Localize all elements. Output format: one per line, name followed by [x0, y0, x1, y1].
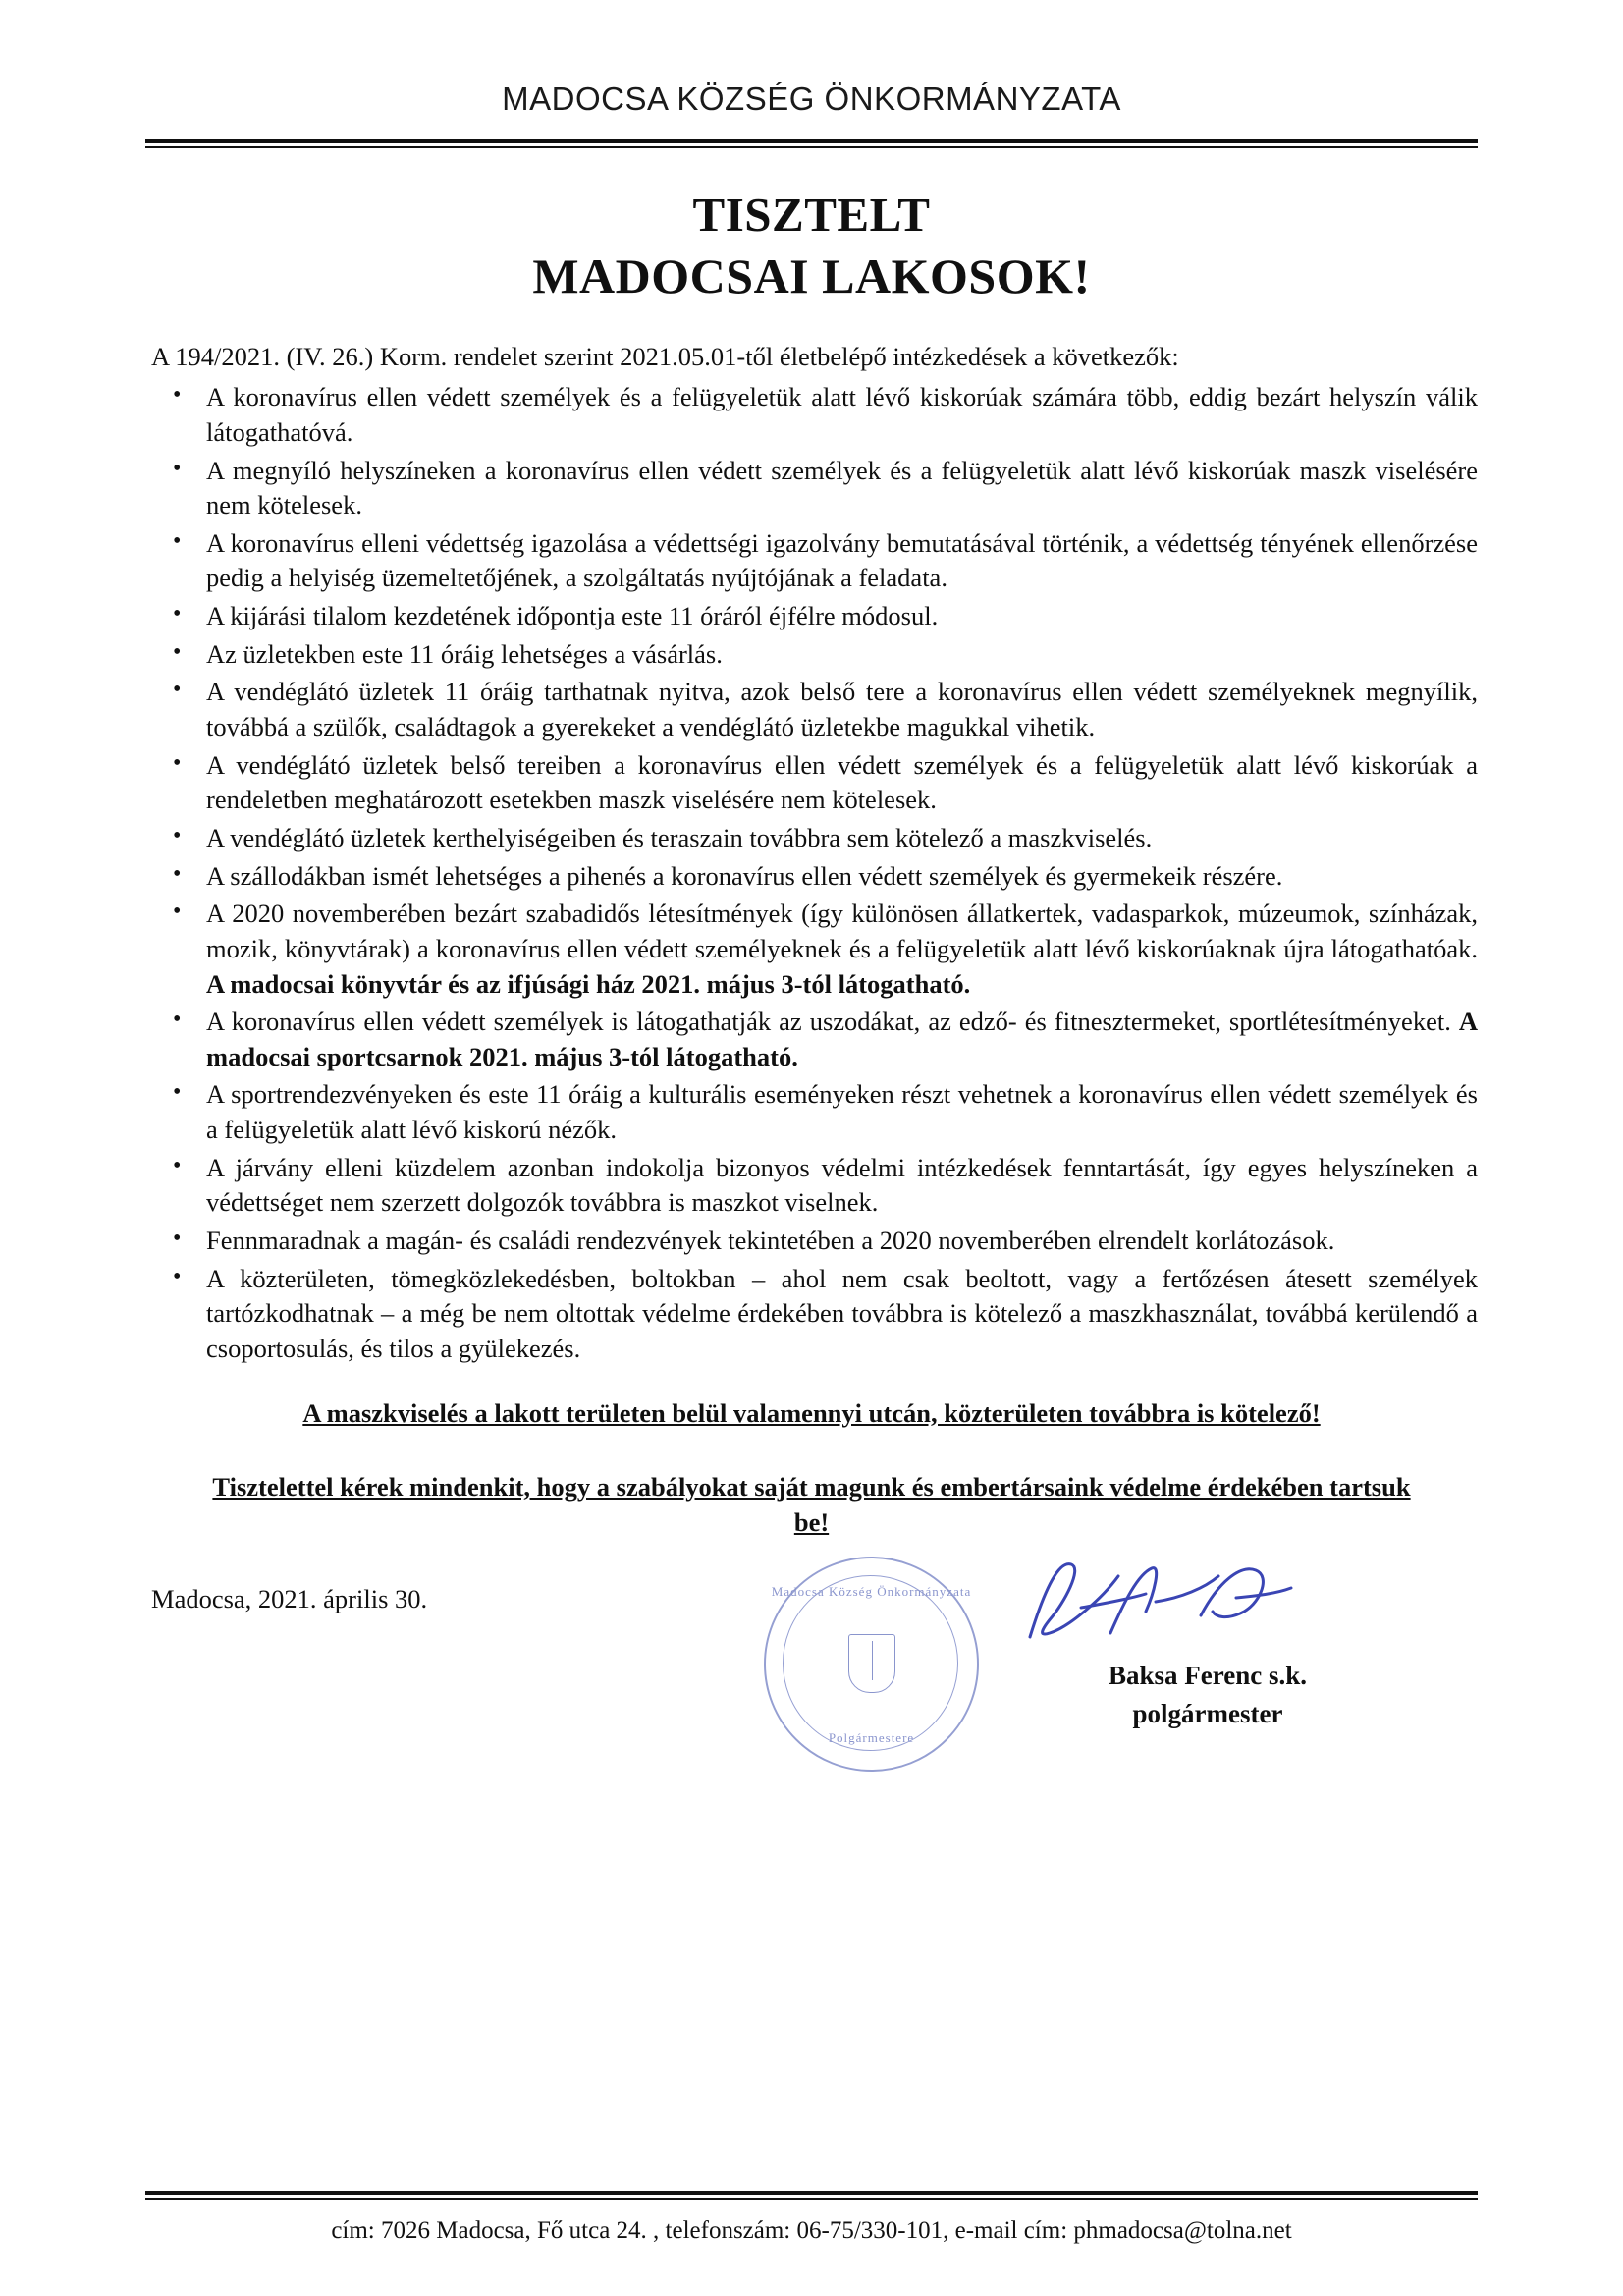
list-item-text: A koronavírus elleni védettség igazolása a védettségi igazolvány bemutatásával történik, a védettség tényének ellenőrzése pedig a helyiség üzemeltetőjének, a szolgáltatás nyújtójának a feladata. [206, 527, 1478, 593]
list-item-text: A koronavírus ellen védett személyek is látogathatják az uszodákat, az edző- és fitnesztermeket, sportlétesítményeket. [206, 1007, 1459, 1037]
page-footer [145, 2191, 1478, 2245]
list-item [145, 1262, 1478, 1367]
list-item-text: A szállodákban ismét lehetséges a pihenés a koronavírus ellen védett személyek és gyermekeik részére. [206, 860, 1283, 891]
stamp-top-text: Madocsa Község Önkormányzata [771, 1583, 972, 1599]
list-item-text: Fennmaradnak a magán- és családi rendezvények tekintetében a 2020 novemberében elrendelt korlátozások. [206, 1225, 1335, 1255]
official-stamp-icon [764, 1557, 979, 1772]
footer-contact-text: cím: 7026 Madocsa, Fő utca 24. , telefonszám: 06-75/330-101, e-mail cím: phmadocsa@tolna.net [331, 2217, 1292, 2244]
list-item [145, 1224, 1478, 1259]
list-item-emphasis: A madocsai könyvtár és az ifjúsági ház 2021. május 3-tól látogatható. [206, 968, 971, 999]
list-item-text: A vendéglátó üzletek belső tereiben a koronavírus ellen védett személyek és a felügyeletük alatt lévő kiskorúak a rendeletben meghatározott esetekben maszk viselésére nem kötelesek. [206, 749, 1478, 815]
signer-name: Baksa Ferenc s.k. [1108, 1660, 1307, 1690]
place-and-date: Madocsa, 2021. április 30. [151, 1583, 428, 1613]
list-item [145, 599, 1478, 634]
intro-paragraph: A 194/2021. (IV. 26.) Korm. rendelet szerint 2021.05.01-től életbelépő intézkedések a következők: [151, 341, 1179, 371]
measures-list [145, 380, 1478, 1366]
page-title [145, 186, 1478, 306]
list-item-text: A járvány elleni küzdelem azonban indokolja bizonyos védelmi intézkedések fenntartását, így egyes helyszíneken a védettséget nem szerzett dolgozók továbbra is maszkot viselnek. [206, 1152, 1478, 1218]
footer-divider [145, 2191, 1478, 2200]
signer-role: polgármester [1132, 1698, 1283, 1728]
list-item [145, 1005, 1478, 1074]
list-item [145, 748, 1478, 818]
list-item [145, 526, 1478, 596]
stamp-crest-icon [848, 1634, 895, 1693]
signature-area [145, 1584, 1478, 1790]
page-title-line-2: MADOCSAI LAKOSOK! [532, 247, 1091, 303]
page-title-line-1: TISZTELT [692, 188, 931, 242]
stamp-bottom-text: Polgármestere [828, 1729, 915, 1745]
list-item [145, 454, 1478, 523]
list-item [145, 675, 1478, 744]
list-item-text: A kijárási tilalom kezdetének időpontja este 11 óráról éjfélre módosul. [206, 601, 939, 631]
emphasis-request: Tisztelettel kérek mindenkit, hogy a szabályokat saját magunk és embertársaink védelme érdekében tartsuk be! [212, 1472, 1411, 1538]
list-item [145, 897, 1478, 1002]
list-item-text: A vendéglátó üzletek 11 óráig tarthatnak nyitva, azok belső tere a koronavírus ellen védett személyeknek megnyílik, továbbá a szülők, családtagok a gyerekeket a vendéglátó üzletekbe magukkal vihetik. [206, 677, 1478, 742]
list-item-text: A megnyíló helyszíneken a koronavírus ellen védett személyek és a felügyeletük alatt lévő kiskorúak maszk viselésére nem kötelesek. [206, 455, 1478, 520]
list-item-text: A közterületen, tömegközlekedésben, boltokban – ahol nem csak beoltott, vagy a fertőzésen átesett személyek tartózkodhatnak – a még be nem oltottak védelme érdekében továbbra is kötelező a maszkhasználat, továbbá kerülendő a csoportosulás, és tilos a gyülekezés. [206, 1263, 1478, 1363]
list-item [145, 637, 1478, 673]
list-item [145, 821, 1478, 856]
list-item [145, 1077, 1478, 1147]
list-item [145, 859, 1478, 895]
header-divider [145, 139, 1478, 148]
list-item [145, 380, 1478, 450]
emphasis-mask-rule: A maszkviselés a lakott területen belül valamennyi utcán, közterületen továbbra is kötelező! [302, 1397, 1321, 1428]
list-item-text: A sportrendezvényeken és este 11 óráig a kulturális eseményeken részt vehetnek a koronavírus ellen védett személyek és a felügyeletük alatt lévő kiskorú nézők. [206, 1079, 1478, 1145]
letterhead-title: MADOCSA KÖZSÉG ÖNKORMÁNYZATA [502, 81, 1121, 117]
list-item-text: A koronavírus ellen védett személyek és a felügyeletük alatt lévő kiskorúak számára több, eddig bezárt helyszín válik látogathatóvá. [206, 382, 1478, 447]
list-item-text: Az üzletekben este 11 óráig lehetséges a vásárlás. [206, 638, 723, 669]
list-item [145, 1151, 1478, 1221]
list-item-text: A vendéglátó üzletek kerthelyiségeiben és teraszain továbbra sem kötelező a maszkviselés. [206, 822, 1153, 852]
list-item-emphasis: A madocsai sportcsarnok 2021. május 3-tól látogatható. [206, 1007, 1478, 1071]
signer-block [1109, 1657, 1307, 1733]
list-item-text: A 2020 novemberében bezárt szabadidős létesítmények (így különösen állatkertek, vadasparkok, múzeumok, színházak, mozik, könyvtárak) a koronavírus ellen védett személyeknek és a felügyeletük alatt lévő kiskorúaknak újra látogathatóak. [206, 899, 1478, 963]
